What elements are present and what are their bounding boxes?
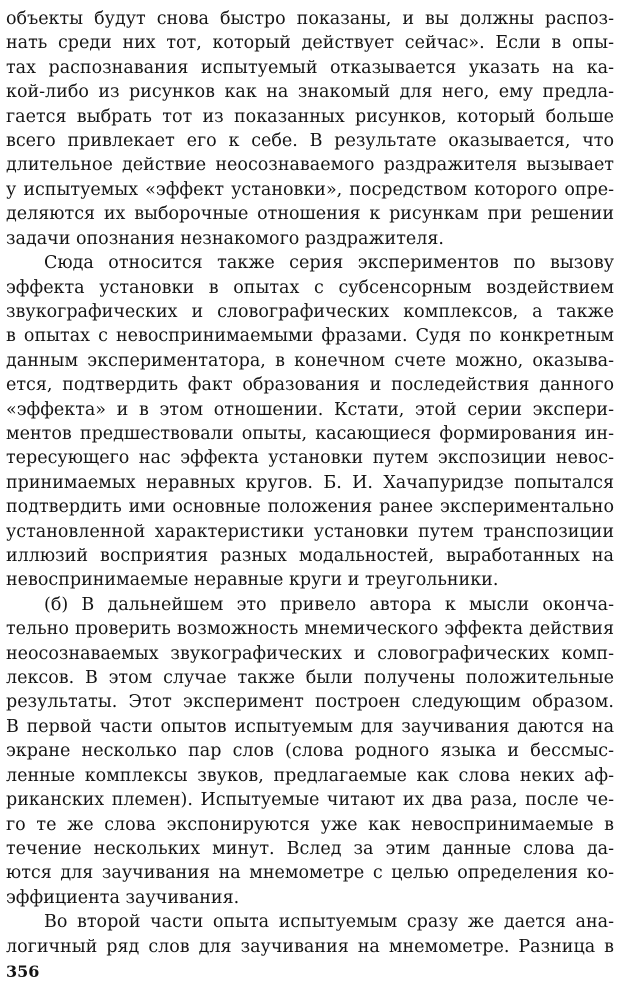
text-line: невоспринимаемые неравные круги и треугольники.: [6, 570, 499, 591]
text-line: риканских племен). Испытуемые читают их два раза, после че-: [6, 790, 614, 811]
text-line: в опытах с невоспринимаемыми фразами. Судя по конкретным: [6, 326, 614, 347]
text-line: тах распознавания испытуемый отказывается указать на ка-: [6, 57, 614, 78]
text-line: экране несколько пар слов (слова родного языка и бессмыс-: [6, 741, 614, 762]
text-line: ленные комплексы звуков, предлагаемые как слова неких аф-: [6, 765, 614, 786]
text-line: кой-либо из рисунков как на знакомый для него, ему предла-: [6, 82, 614, 103]
text-line: объекты будут снова быстро показаны, и вы должны распоз-: [6, 9, 614, 29]
text-line: звукографических и словографических комплексов, а также: [6, 301, 614, 322]
text-line: Во второй части опыта испытуемым сразу же дается ана-: [44, 912, 614, 933]
text-line: установленной характеристики установки путем транспозиции: [6, 521, 614, 542]
text-line: течение нескольких минут. Вслед за этим данные слова да-: [6, 838, 614, 859]
text-line: «эффекта» и в этом отношении. Кстати, этой серии экспери-: [6, 399, 614, 420]
text-line: иллюзий восприятия разных модальностей, выработанных на: [6, 546, 614, 567]
text-line: гается выбрать тот из показанных рисунков, который больше: [6, 106, 614, 127]
text-line: эффекта установки в опытах с субсенсорным воздействием: [6, 277, 614, 298]
text-line: В первой части опытов испытуемым для заучивания даются на: [6, 716, 614, 737]
text-line: ментов предшествовали опыты, касающиеся формирования ин-: [6, 423, 614, 444]
text-line: эффициента заучивания.: [6, 887, 240, 908]
text-line: логичный ряд слов для заучивания на мнемометре. Разница в: [6, 936, 614, 957]
text-line: результаты. Этот эксперимент построен следующим образом.: [6, 692, 614, 713]
text-line: неосознаваемых звукографических и словографических комп-: [6, 643, 614, 664]
text-line: длительное действие неосознаваемого раздражителя вызывает: [6, 155, 614, 176]
text-line: лексов. В этом случае также были получены положительные: [6, 668, 614, 689]
text-line: тересующего нас эффекта установки путем экспозиции невос-: [6, 448, 614, 469]
text-line: нать среди них тот, который действует сейчас». Если в опы-: [6, 33, 614, 54]
text-line: подтвердить ими основные положения ранее экспериментально: [6, 497, 614, 518]
text-line: у испытуемых «эффект установки», посредством которого опре-: [6, 179, 614, 200]
text-line: тельно проверить возможность мнемического эффекта действия: [6, 619, 614, 640]
text-line: деляются их выборочные отношения к рисункам при решении: [6, 204, 614, 225]
text-line: принимаемых неравных кругов. Б. И. Хачапуридзе попытался: [6, 472, 614, 493]
text-line: задачи опознания незнакомого раздражителя.: [6, 228, 444, 249]
page-number: 356: [6, 962, 40, 981]
text-line: всего привлекает его к себе. В результате оказывается, что: [6, 131, 614, 152]
text-line: ются для заучивания на мнемометре с целью определения ко-: [6, 863, 614, 884]
text-line: данным экспериментатора, в конечном счете можно, оказыва-: [6, 350, 614, 371]
text-line: Сюда относится также серия экспериментов по вызову: [44, 253, 614, 274]
text-line: го те же слова экспонируются уже как невоспринимаемые в: [6, 814, 614, 835]
text-line: ется, подтвердить факт образования и последействия данного: [6, 375, 614, 396]
text-line: (б) В дальнейшем это привело автора к мысли оконча-: [44, 594, 614, 615]
